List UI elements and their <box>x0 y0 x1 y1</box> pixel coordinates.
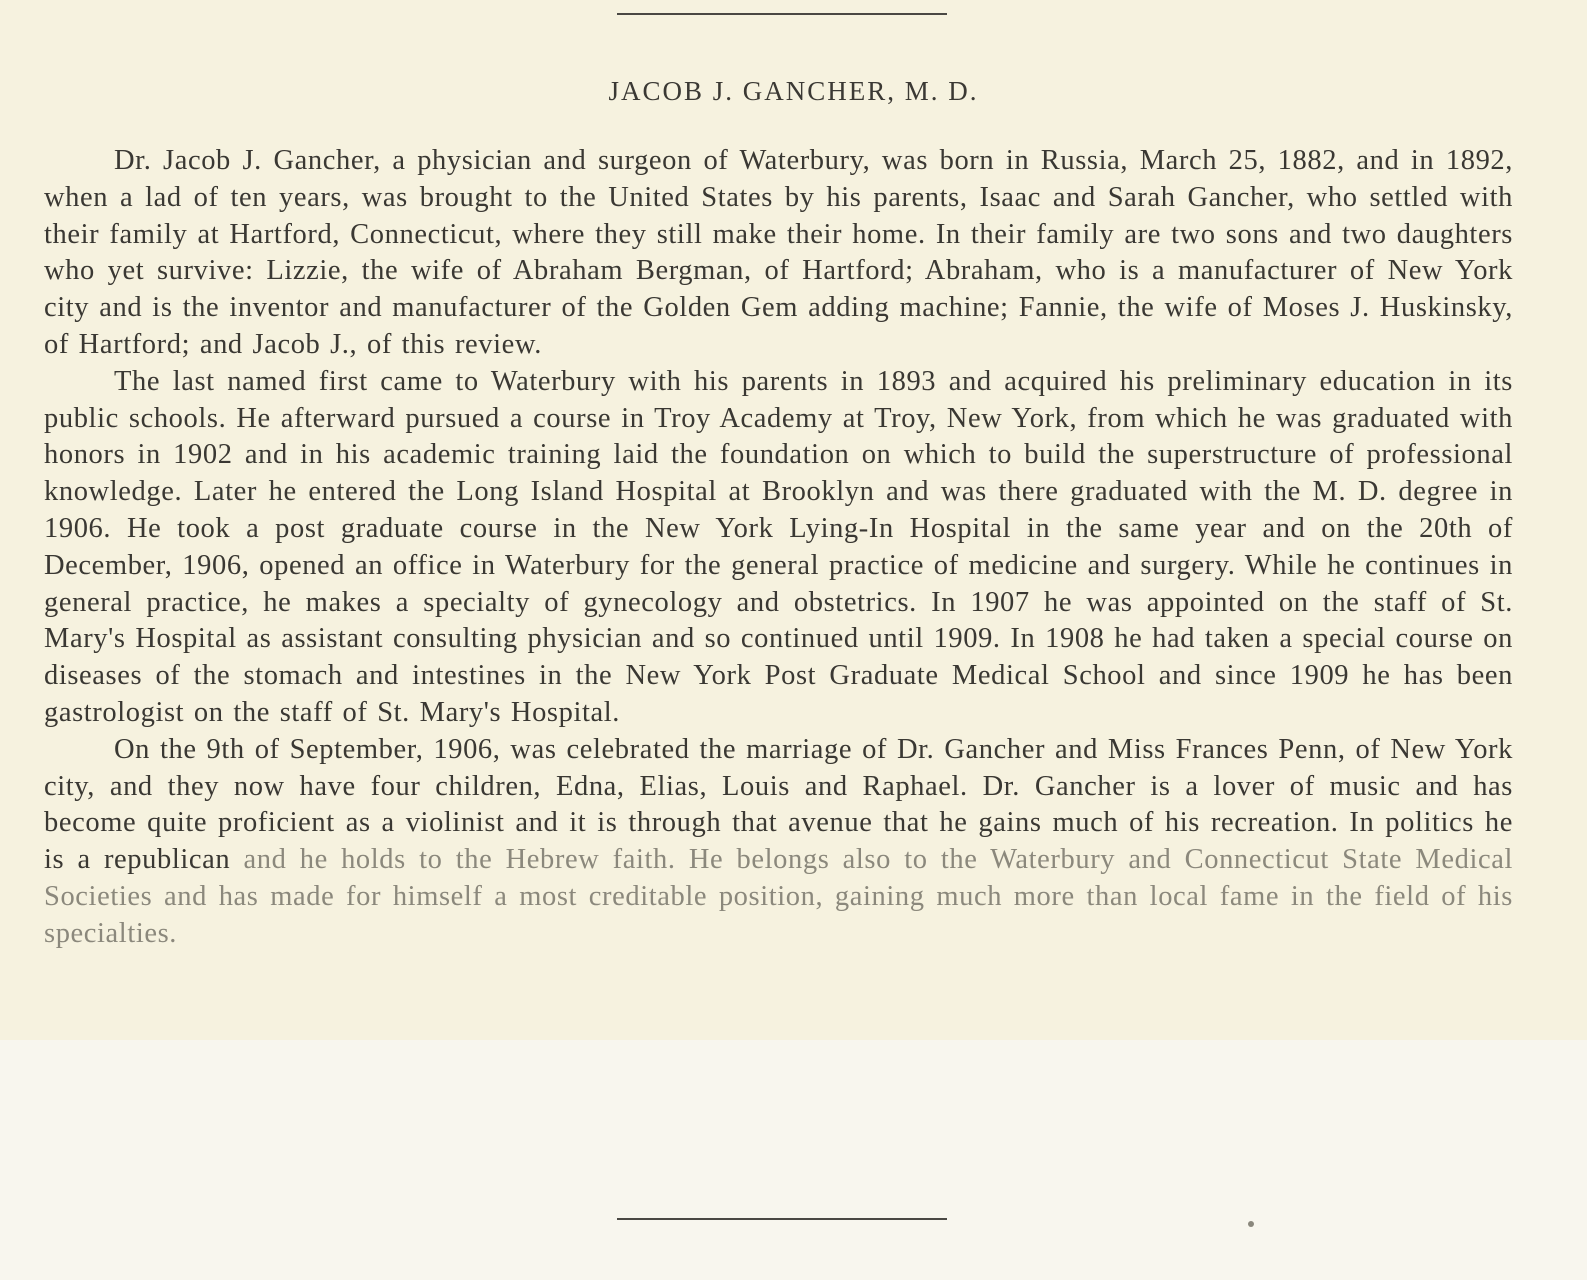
bottom-divider-rule <box>617 1218 947 1220</box>
paragraph-education-career: The last named first came to Waterbury with his parents in 1893 and acquired his preliminary education in its public schools. He afterward pursued a course in Troy Academy at Troy, New York, from which he was graduated with honors in 1902 and in his academic training laid the foundation on which to build the superstructure of professional knowledge. Later he entered the Long Island Hospital at Brooklyn and was there graduated with the M. D. degree in 1906. He took a post graduate course in the New York Lying-In Hospital in the same year and on the 20th of December, 1906, opened an office in Waterbury for the general practice of medicine and surgery. While he continues in general practice, he makes a specialty of gynecology and obstetrics. In 1907 he was appointed on the staff of St. Mary's Hospital as assistant consulting physician and so continued until 1909. In 1908 he had taken a special course on diseases of the stomach and intestines in the New York Post Graduate Medical School and since 1909 he has been gastrologist on the staff of St. Mary's Hospital. <box>44 365 1513 728</box>
paragraph-birth-family: Dr. Jacob J. Gancher, a physician and surgeon of Waterbury, was born in Russia, March 25, 1882, and in 1892, when a lad of ten years, was brought to the United States by his parents, Isaac and Sarah Gancher, who settled with their family at Hartford, Connecticut, where they still make their home. In their family are two sons and two daughters who yet survive: Lizzie, the wife of Abraham Bergman, of Hartford; Abraham, who is a manufacturer of New York city and is the inventor and manufacturer of the Golden Gem adding machine; Fannie, the wife of Moses J. Huskinsky, of Hartford; and Jacob J., of this review. <box>44 145 1513 360</box>
page-title: JACOB J. GANCHER, M. D. <box>608 76 979 106</box>
top-divider-rule <box>617 13 947 15</box>
biography-text <box>44 143 1513 953</box>
paragraph-marriage-text: On the 9th of September, 1906, was celebrated the marriage of Dr. Gancher and Miss Frances Penn, of New York city, and they now have four children, Edna, Elias, Louis and Raphael. Dr. Gancher is a lover of music and has become quite proficient as a violinist and it is through that avenue that he gains much of his recreation. In politics he is a republican <box>44 733 1513 876</box>
faded-continuation-text: and he holds to the Hebrew faith. He belongs also to the Waterbury and Connecticut State Medical Societies and has made for himself a most creditable position, gaining much more than local fame in the field of his specialties. <box>44 844 1514 949</box>
paragraph-marriage-interests <box>44 732 1513 953</box>
faded-scan-region <box>0 1040 1587 1280</box>
ink-speck <box>1248 1221 1254 1227</box>
